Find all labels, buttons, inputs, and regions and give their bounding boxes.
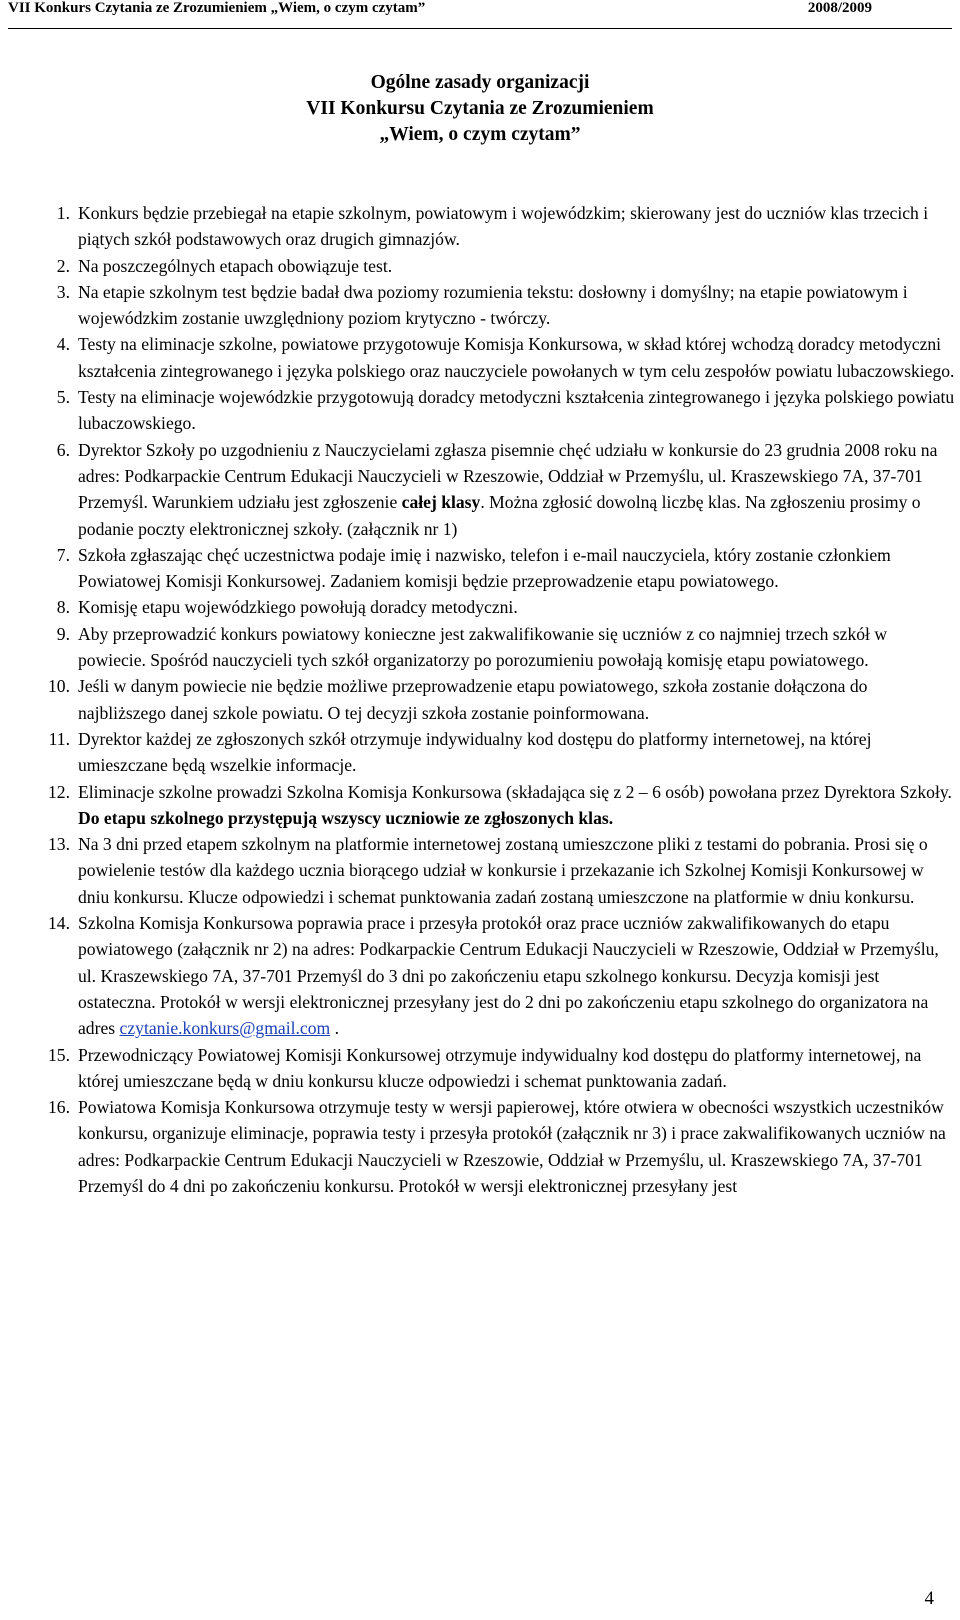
- list-item: [36, 594, 956, 620]
- item-text: Aby przeprowadzić konkurs powiatowy konieczne jest zakwalifikowanie się uczniów z co najmniej trzech szkół w powiecie. Spośród nauczycieli tych szkół organizatorzy po porozumieniu powołają komisję etapu powiatowego.: [78, 623, 888, 671]
- list-item: [36, 384, 956, 437]
- list-item: [36, 673, 956, 726]
- item-text: Testy na eliminacje wojewódzkie przygotowują doradcy metodyczni kształcenia zintegrowanego i języka polskiego powiatu lubaczowskiego.: [78, 387, 955, 434]
- item-text: Testy na eliminacje szkolne, powiatowe przygotowuje Komisja Konkursowa, w skład której wchodzą doradcy metodyczni kształcenia zintegrowanego i języka polskiego oraz nauczyciele powołanych w tym celu zespołów powiatu lubaczowskiego.: [78, 334, 955, 381]
- item-text: [78, 910, 956, 1041]
- item-number: 12.: [48, 781, 70, 802]
- item-text: Powiatowa Komisja Konkursowa otrzymuje testy w wersji papierowej, które otwiera w obecności wszystkich uczestników konkursu, organizuje eliminacje, poprawia testy i przesyła protokół (załącznik nr 3) i prace zakwalifikowanych uczniów na adres: Podkarpackie Centrum Edukacji Nauczycieli w Rzeszowie, Oddział w Przemyślu, ul. Kraszewskiego 7A, 37-701 Przemyśl do 4 dni po zakończeniu konkursu. Protokół w wersji elektronicznej przesyłany jest: [78, 1097, 946, 1196]
- list-item: [36, 910, 956, 1041]
- header-title: VII Konkurs Czytania ze Zrozumieniem „Wiem, o czym czytam”: [8, 0, 426, 16]
- list-item: [36, 279, 956, 332]
- list-item: [36, 331, 956, 384]
- item-number: 5.: [56, 387, 70, 408]
- item-number: 1.: [56, 203, 70, 223]
- item-number: 8.: [56, 597, 70, 618]
- item-text: Na etapie szkolnym test będzie badał dwa poziomy rozumienia tekstu: dosłowny i domyślny; na etapie powiatowym i wojewódzkim zostanie uwzględniony poziom krytyczno - twórczy.: [78, 281, 908, 329]
- item-text-part: .: [330, 1018, 339, 1039]
- item-number: 11.: [48, 728, 70, 749]
- item-text: Na poszczególnych etapach obowiązuje test.: [78, 255, 393, 276]
- list-item: [36, 726, 956, 779]
- list-item: [36, 253, 956, 279]
- item-number: 14.: [48, 913, 70, 934]
- header-school-year: 2008/2009: [807, 0, 872, 16]
- list-item: [36, 437, 956, 542]
- item-number: 2.: [56, 255, 70, 276]
- page-number: 4: [924, 1588, 934, 1609]
- email-link[interactable]: czytanie.konkurs@gmail.com: [119, 1018, 331, 1039]
- item-text-part: Eliminacje szkolne prowadzi Szkolna Komisja Konkursowa (składająca się z 2 – 6 osób) powołana przez Dyrektora Szkoły.: [78, 781, 952, 802]
- bold-emphasis: Do etapu szkolnego przystępują wszyscy uczniowie ze zgłoszonych klas.: [78, 807, 614, 828]
- list-item: [36, 200, 956, 253]
- item-text: Szkoła zgłaszając chęć uczestnictwa podaje imię i nazwisko, telefon i e-mail nauczyciela, który zostanie członkiem Powiatowej Komisji Konkursowej. Zadaniem komisji będzie przeprowadzenie etapu powiatowego.: [78, 544, 891, 592]
- item-number: 9.: [56, 623, 70, 644]
- title-line-2: VII Konkursu Czytania ze Zrozumieniem: [306, 98, 654, 119]
- item-number: 10.: [48, 676, 70, 697]
- running-header: [8, 0, 952, 29]
- list-item: [36, 831, 956, 910]
- item-number: 16.: [48, 1097, 70, 1118]
- item-number: 13.: [48, 834, 70, 855]
- list-item: [36, 621, 956, 674]
- item-text-part: . Można zgłosić dowolną liczbę klas. Na zgłoszeniu prosimy o podanie poczty elektronicznej szkoły. (załącznik nr 1): [78, 492, 921, 539]
- item-text-part: Szkolna Komisja Konkursowa poprawia prace i przesyła protokół oraz prace uczniów zakwalifikowanych do etapu powiatowego (załącznik nr 2) na adres: Podkarpackie Centrum Edukacji Nauczycieli w Rzeszowie, Oddział w Przemyślu, ul. Kraszewskiego 7A, 37-701 Przemyśl do 3 dni po zakończeniu etapu szkolnego konkursu. Decyzja komisji jest ostateczna. Protokół w wersji elektronicznej przesyłany jest do 2 dni po zakończeniu etapu szkolnego do organizatora na adres: [78, 913, 939, 1039]
- list-item: [36, 542, 956, 595]
- list-item: [36, 779, 956, 832]
- item-text: [78, 779, 956, 832]
- item-text: Dyrektor każdej ze zgłoszonych szkół otrzymuje indywidualny kod dostępu do platformy internetowej, na której umieszczane będą wszelkie informacje.: [78, 728, 872, 776]
- item-number: 4.: [56, 334, 70, 355]
- list-item: [36, 1042, 956, 1095]
- item-text: Konkurs będzie przebiegał na etapie szkolnym, powiatowym i wojewódzkim; skierowany jest do uczniów klas trzecich i piątych szkół podstawowych oraz drugich gimnazjów.: [78, 203, 929, 250]
- item-number: 7.: [56, 544, 70, 565]
- bold-emphasis: całej klasy: [401, 492, 481, 513]
- title-line-3: „Wiem, o czym czytam”: [379, 124, 581, 145]
- item-text: Komisję etapu wojewódzkiego powołują doradcy metodyczni.: [78, 597, 518, 618]
- item-number: 3.: [56, 281, 70, 302]
- item-text: Przewodniczący Powiatowej Komisji Konkursowej otrzymuje indywidualny kod dostępu do platformy internetowej, na której umieszczane będą w dniu konkursu klucze odpowiedzi i schemat punktowania zadań.: [78, 1044, 922, 1091]
- item-text-part: Dyrektor Szkoły po uzgodnieniu z Nauczycielami zgłasza pisemnie chęć udziału w konkursie do 23 grudnia 2008 roku na adres: Podkarpackie Centrum Edukacji Nauczycieli w Rzeszowie, Oddział w Przemyślu, ul. Kraszewskiego 7A, 37-701 Przemyśl. Warunkiem udziału jest zgłoszenie: [78, 439, 938, 513]
- item-number: 6.: [56, 439, 70, 460]
- title-line-1: Ogólne zasady organizacji: [370, 72, 590, 93]
- item-number: 15.: [48, 1044, 70, 1065]
- item-text: Jeśli w danym powiecie nie będzie możliwe przeprowadzenie etapu powiatowego, szkoła zostanie dołączona do najbliższego danej szkole powiatu. O tej decyzji szkoła zostanie poinformowana.: [78, 676, 868, 723]
- rules-list: [36, 200, 956, 1199]
- list-item: [36, 1094, 956, 1199]
- item-text: Na 3 dni przed etapem szkolnym na platformie internetowej zostaną umieszczone pliki z testami do pobrania. Prosi się o powielenie testów dla każdego ucznia biorącego udział w konkursie i przekazanie ich Szkolnej Komisji Konkursowej w dniu konkursu. Klucze odpowiedzi i schemat punktowania zadań zostaną umieszczone na platformie w dniu konkursu.: [78, 834, 928, 907]
- item-text: [78, 437, 956, 542]
- document-title: [0, 70, 960, 148]
